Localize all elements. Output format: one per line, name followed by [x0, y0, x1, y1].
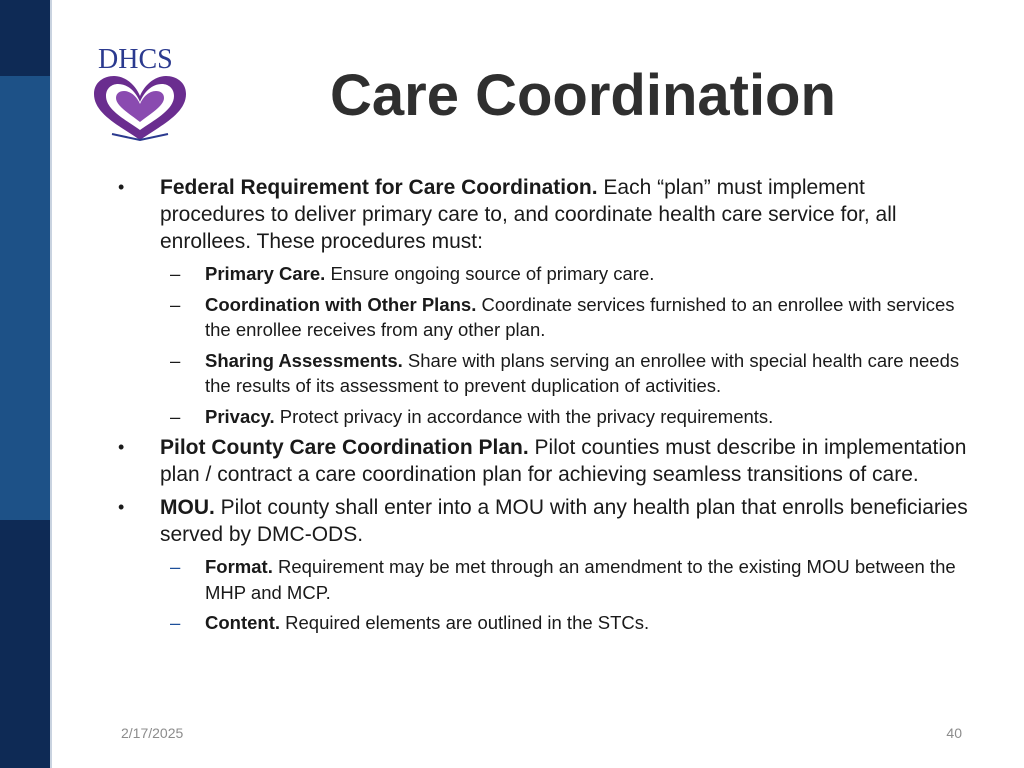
dash-icon: – [170, 405, 181, 427]
sub-text: Ensure ongoing source of primary care. [325, 263, 655, 284]
sub-text: Coordinate services furnished to an enrollee with services the enrollee receives from any other plan. [205, 293, 955, 340]
side-divider [50, 0, 52, 768]
logo-text: DHCS [98, 44, 173, 75]
side-band-top [0, 0, 50, 76]
list-item [112, 434, 972, 488]
bullet-heading: MOU. [160, 496, 215, 519]
sub-list-item [112, 261, 972, 287]
list-item [112, 174, 972, 255]
sub-list-item [112, 348, 972, 399]
sub-heading: Content. [205, 612, 281, 633]
footer-date: 2/17/2025 [121, 725, 184, 741]
sub-list-item [112, 404, 972, 430]
dash-icon: – [170, 263, 181, 284]
bullet-list [112, 174, 972, 641]
sub-text: Share with plans serving an enrollee with special health care needs the results of its assessment to prevent duplication of activities. [205, 349, 960, 396]
list-item [112, 494, 972, 548]
bullet-heading: Pilot County Care Coordination Plan. [160, 436, 529, 459]
sub-heading: Sharing Assessments. [205, 349, 403, 371]
sub-list [112, 554, 972, 636]
sub-text: Requirement may be met through an amendment to the existing MOU between the MHP and MCP. [205, 556, 956, 603]
page-title: Care Coordination [330, 63, 836, 128]
bullet-text: Pilot counties must describe in implementation plan / contract a care coordination plan for achieving seamless transitions of care. [160, 436, 967, 486]
sub-text: Protect privacy in accordance with the privacy requirements. [274, 405, 774, 427]
bullet-text: Pilot county shall enter into a MOU with any health plan that enrolls beneficiaries served by DMC-ODS. [160, 496, 968, 546]
side-band-middle [0, 76, 50, 520]
bullet-icon: • [118, 177, 125, 197]
bullet-icon: • [118, 437, 125, 457]
sub-list [112, 261, 972, 429]
heart-hands-icon [90, 74, 190, 142]
sub-text: Required elements are outlined in the STCs. [280, 612, 650, 633]
dash-icon: – [170, 612, 181, 633]
bullet-icon: • [118, 497, 125, 517]
sub-heading: Format. [205, 556, 273, 577]
bullet-heading: Federal Requirement for Care Coordination. [160, 176, 598, 199]
dash-icon: – [170, 293, 181, 315]
side-band-bottom [0, 520, 50, 768]
page-number: 40 [946, 725, 962, 741]
sub-heading: Primary Care. [205, 263, 326, 284]
sub-heading: Privacy. [205, 405, 275, 427]
side-band [0, 0, 50, 768]
sub-list-item [112, 292, 972, 343]
dash-icon: – [170, 349, 181, 371]
sub-list-item [112, 554, 972, 605]
bullet-text: Each “plan” must implement procedures to deliver primary care to, and coordinate health care service for, all enrollees. These procedures must: [160, 176, 897, 253]
dhcs-logo [90, 44, 190, 144]
dash-icon: – [170, 556, 181, 577]
sub-list-item [112, 610, 972, 636]
sub-heading: Coordination with Other Plans. [205, 293, 477, 315]
